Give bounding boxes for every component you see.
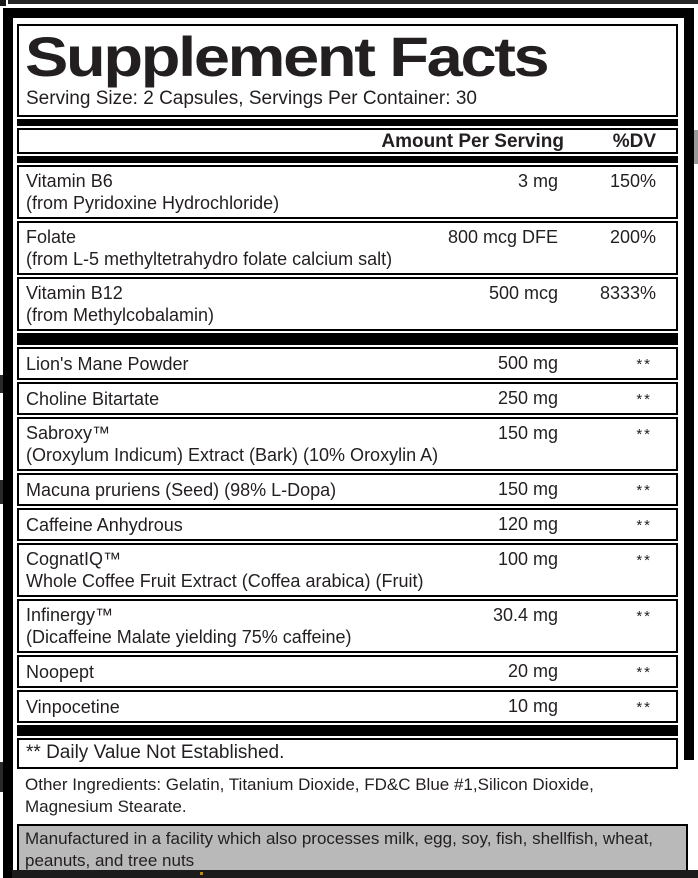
ingredient-row bbox=[17, 655, 678, 688]
ingredient-detail: (from L-5 methyltetrahydro folate calcium salt) bbox=[26, 249, 393, 269]
label-right-border bbox=[684, 8, 694, 760]
ingredient-dv: ** bbox=[636, 552, 652, 569]
ingredient-dv: 150% bbox=[609, 171, 656, 191]
ingredient-row bbox=[17, 165, 678, 219]
ingredient-amount: 250 mg bbox=[497, 388, 558, 408]
ingredient-row bbox=[17, 221, 678, 275]
ingredient-row bbox=[17, 599, 678, 653]
ingredient-amount: 500 mg bbox=[497, 353, 558, 373]
ingredient-amount: 10 mg bbox=[507, 696, 558, 716]
ingredient-dv: ** bbox=[636, 482, 652, 499]
serving-info: Serving Size: 2 Capsules, Servings Per Container: 30 bbox=[26, 88, 477, 109]
ingredient-name: Folate bbox=[26, 227, 77, 247]
ingredient-row bbox=[17, 508, 678, 541]
section-divider bbox=[17, 156, 678, 163]
ingredient-amount: 500 mcg bbox=[488, 283, 558, 303]
ingredient-amount: 3 mg bbox=[517, 171, 558, 191]
ingredient-amount: 800 mcg DFE bbox=[447, 227, 558, 247]
ingredient-row bbox=[17, 347, 678, 380]
ingredient-dv: ** bbox=[636, 608, 652, 625]
ingredient-dv: ** bbox=[636, 426, 652, 443]
ingredient-name: Caffeine Anhydrous bbox=[26, 515, 183, 535]
cutoff-artifact bbox=[200, 872, 203, 875]
section-divider bbox=[17, 725, 678, 736]
ingredient-amount: 30.4 mg bbox=[492, 605, 558, 625]
ingredient-amount: 120 mg bbox=[497, 514, 558, 534]
ingredient-dv: ** bbox=[636, 664, 652, 681]
cutoff-strip-bottom bbox=[12, 870, 698, 878]
ingredient-row bbox=[17, 417, 678, 471]
label-title: Supplement Facts bbox=[25, 25, 548, 88]
supplement-facts-label bbox=[3, 8, 693, 878]
section-divider bbox=[17, 333, 678, 345]
ingredient-row bbox=[17, 543, 678, 597]
ingredient-row bbox=[17, 690, 678, 723]
other-ingredients: Other Ingredients: Gelatin, Titanium Dioxide, FD&C Blue #1,Silicon Dioxide, Magnesium Stearate. bbox=[25, 775, 594, 816]
ingredient-name: Vitamin B6 bbox=[26, 171, 113, 191]
ingredient-name: Infinergy™ bbox=[26, 605, 114, 625]
ingredient-row bbox=[17, 382, 678, 415]
ingredient-amount: 100 mg bbox=[497, 549, 558, 569]
ingredient-amount: 150 mg bbox=[497, 479, 558, 499]
ingredient-detail: Whole Coffee Fruit Extract (Coffea arabica) (Fruit) bbox=[26, 571, 424, 591]
cutoff-corner-mark bbox=[0, 0, 6, 6]
dv-column-header: %DV bbox=[612, 131, 656, 152]
ingredient-name: Choline Bitartate bbox=[26, 389, 160, 409]
daily-value-footnote: ** Daily Value Not Established. bbox=[17, 738, 678, 769]
ingredient-detail: (Dicaffeine Malate yielding 75% caffeine) bbox=[26, 627, 352, 647]
ingredient-detail: (from Pyridoxine Hydrochloride) bbox=[26, 193, 280, 213]
ingredient-amount: 150 mg bbox=[497, 423, 558, 443]
ingredient-name: Macuna pruriens (Seed) (98% L-Dopa) bbox=[26, 480, 337, 500]
ingredient-dv: ** bbox=[636, 356, 652, 373]
edge-artifact bbox=[694, 130, 698, 164]
ingredient-dv: 200% bbox=[609, 227, 656, 247]
ingredient-dv: 8333% bbox=[599, 283, 656, 303]
section-divider bbox=[17, 119, 678, 126]
ingredient-name: Lion's Mane Powder bbox=[26, 354, 189, 374]
ingredient-name: Noopept bbox=[26, 662, 95, 682]
amount-column-header: Amount Per Serving bbox=[381, 131, 564, 152]
allergen-notice: Manufactured in a facility which also processes milk, egg, soy, fish, shellfish, wheat, peanuts, and tree nuts bbox=[17, 824, 688, 878]
title-block bbox=[17, 24, 678, 117]
ingredient-detail: (Oroxylum Indicum) Extract (Bark) (10% Oroxylin A) bbox=[26, 445, 439, 465]
column-header-row bbox=[17, 128, 678, 154]
cutoff-strip-top bbox=[8, 0, 698, 4]
ingredient-amount: 20 mg bbox=[507, 661, 558, 681]
ingredient-name: Sabroxy™ bbox=[26, 423, 111, 443]
label-content bbox=[17, 18, 678, 878]
ingredient-dv: ** bbox=[636, 699, 652, 716]
ingredient-name: CognatIQ™ bbox=[26, 549, 122, 569]
ingredient-row bbox=[17, 473, 678, 506]
ingredient-detail: (from Methylcobalamin) bbox=[26, 305, 215, 325]
ingredient-row bbox=[17, 277, 678, 331]
ingredient-dv: ** bbox=[636, 391, 652, 408]
ingredient-name: Vitamin B12 bbox=[26, 283, 123, 303]
ingredient-name: Vinpocetine bbox=[26, 697, 120, 717]
ingredient-dv: ** bbox=[636, 517, 652, 534]
